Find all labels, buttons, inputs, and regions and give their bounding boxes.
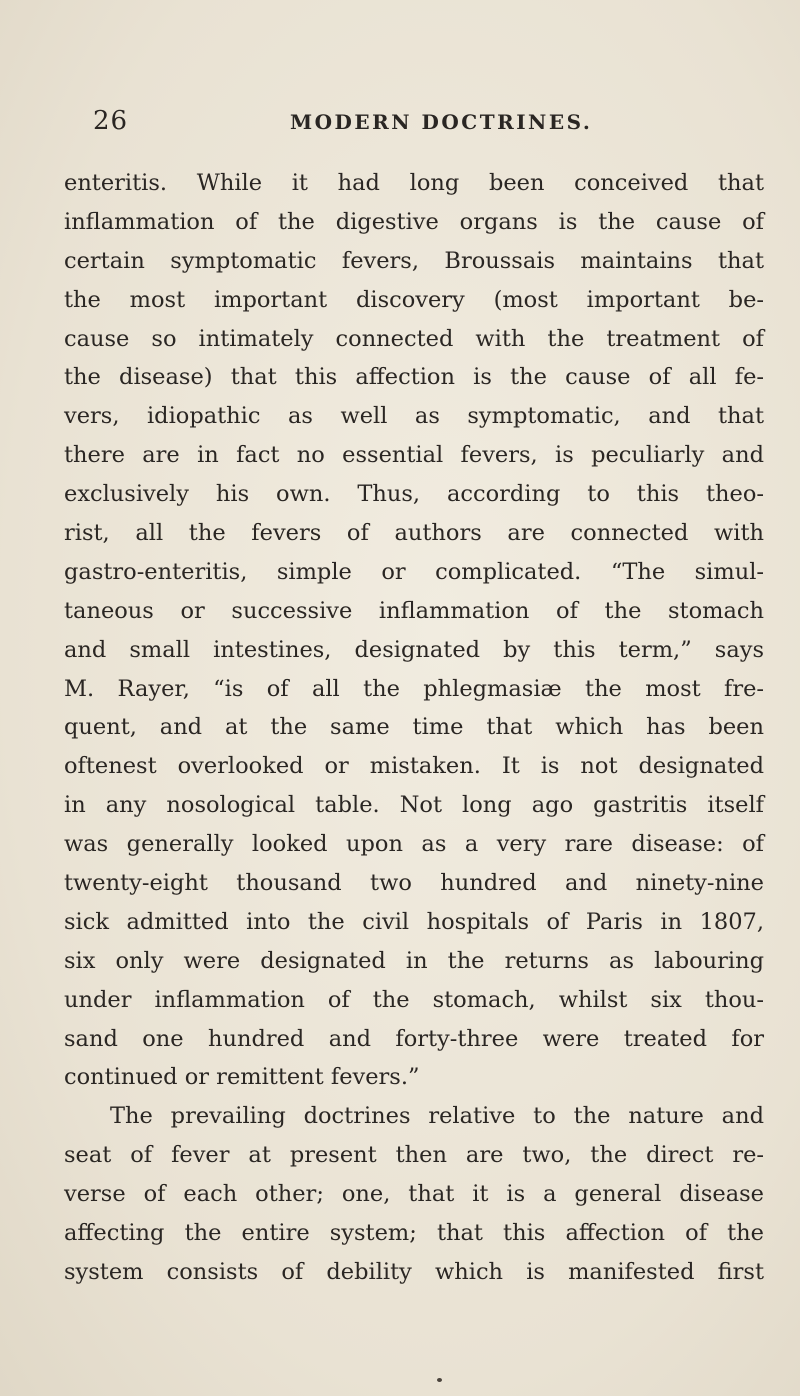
text-line: verse of each other; one, that it is a general disease bbox=[64, 1181, 764, 1208]
text-line: taneous or successive inflammation of the stomach bbox=[64, 597, 764, 624]
text-line: rist, all the fevers of authors are connected with bbox=[64, 520, 764, 547]
text-line: the disease) that this affection is the cause of all fe- bbox=[64, 364, 764, 391]
text-line: inflammation of the digestive organs is the cause of bbox=[64, 208, 764, 235]
text-line: M. Rayer, “is of all the phlegmasiæ the most fre- bbox=[64, 675, 764, 702]
text-line: seat of fever at present then are two, the direct re- bbox=[64, 1142, 764, 1169]
text-line: cause so intimately connected with the treatment of bbox=[64, 325, 764, 352]
paragraph-end-line: continued or remittent fevers.” bbox=[64, 1064, 420, 1091]
text-line: vers, idiopathic as well as symptomatic, and that bbox=[64, 403, 764, 430]
text-line: exclusively his own. Thus, according to this theo- bbox=[64, 481, 764, 508]
text-line: six only were designated in the returns as labouring bbox=[64, 947, 764, 974]
text-line: was generally looked upon as a very rare disease: of bbox=[64, 831, 764, 858]
text-line: certain symptomatic fevers, Broussais maintains that bbox=[64, 247, 764, 274]
text-line: the most important discovery (most important be- bbox=[64, 286, 764, 313]
text-line: twenty-eight thousand two hundred and ninety-nine bbox=[64, 870, 764, 897]
text-line: in any nosological table. Not long ago gastritis itself bbox=[64, 792, 764, 819]
paragraph-start-line: The prevailing doctrines relative to the nature and bbox=[110, 1103, 764, 1130]
page-number: 26 bbox=[93, 106, 129, 136]
text-line: oftenest overlooked or mistaken. It is not designated bbox=[64, 753, 764, 780]
text-line: enteritis. While it had long been conceived that bbox=[64, 170, 764, 196]
text-line: and small intestines, designated by this term,” says bbox=[64, 636, 764, 663]
text-line: under inflammation of the stomach, whilst six thou- bbox=[64, 986, 764, 1013]
text-line: system consists of debility which is manifested first bbox=[64, 1258, 764, 1285]
text-line: sand one hundred and forty-three were treated for bbox=[64, 1025, 764, 1052]
page-header bbox=[93, 106, 713, 140]
text-line: gastro-enteritis, simple or complicated. “The simul- bbox=[64, 558, 764, 585]
text-line: affecting the entire system; that this affection of the bbox=[64, 1220, 764, 1247]
ink-speck bbox=[437, 1378, 442, 1382]
running-head: MODERN DOCTRINES. bbox=[290, 110, 593, 134]
text-line: sick admitted into the civil hospitals of Paris in 1807, bbox=[64, 908, 764, 935]
text-line: quent, and at the same time that which has been bbox=[64, 714, 764, 741]
body-text bbox=[64, 164, 764, 1292]
text-line: there are in fact no essential fevers, is peculiarly and bbox=[64, 442, 764, 469]
